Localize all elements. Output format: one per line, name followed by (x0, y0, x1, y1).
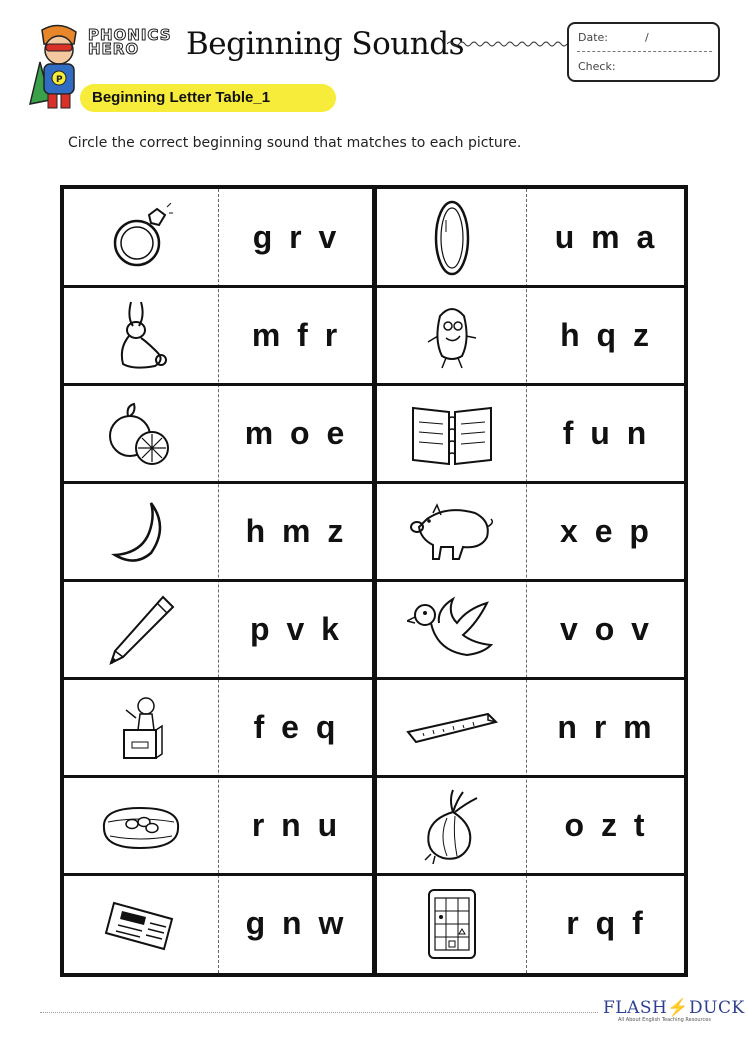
onion-icon (377, 777, 526, 874)
svg-text:P: P (56, 75, 63, 85)
letter-choices-text: m o e (244, 415, 346, 451)
mirror-icon (377, 189, 526, 286)
letter-choices-text: h q z (560, 317, 650, 353)
brand-right: DUCK (689, 998, 745, 1018)
beginning-letter-table (60, 185, 688, 977)
notebook-icon (377, 385, 526, 482)
letter-choices-text: n r m (557, 709, 653, 745)
letter-choices-left-6[interactable] (218, 679, 372, 776)
date-label: Date: (578, 31, 608, 44)
ruler-icon (377, 679, 526, 776)
logo-line-1: PHONICS (88, 26, 172, 44)
pencil-icon (64, 581, 218, 678)
bird-icon (377, 581, 526, 678)
ring-icon (64, 189, 218, 286)
instruction-text: Circle the correct beginning sound that matches to each picture. (68, 135, 522, 151)
brand-left: FLASH (603, 998, 668, 1018)
letter-choices-left-5[interactable] (218, 581, 372, 678)
letter-choices-left-8[interactable] (218, 875, 372, 972)
letter-choices-text: h m z (245, 513, 345, 549)
letter-choices-right-3[interactable] (526, 385, 684, 482)
letter-choices-left-7[interactable] (218, 777, 372, 874)
letter-choices-left-4[interactable] (218, 483, 372, 580)
jack-in-the-box-icon (64, 679, 218, 776)
date-check-box (567, 22, 720, 82)
page-title: Beginning Sounds (186, 26, 464, 62)
letter-choices-text: p v k (250, 611, 340, 647)
letter-choices-right-4[interactable] (526, 483, 684, 580)
phonics-hero-logo (88, 28, 172, 56)
lightning-icon: ⚡ (667, 998, 690, 1018)
letter-choices-left-3[interactable] (218, 385, 372, 482)
letter-choices-text: f u n (562, 415, 648, 451)
letter-choices-text: r q f (566, 905, 644, 941)
letter-choices-left-2[interactable] (218, 287, 372, 384)
nest-icon (64, 777, 218, 874)
letter-choices-text: m f r (251, 317, 339, 353)
newspaper-icon (64, 875, 218, 972)
flashduck-logo (603, 998, 745, 1018)
letter-choices-right-7[interactable] (526, 777, 684, 874)
letter-choices-text: u m a (554, 219, 656, 255)
letter-choices-text: r n u (251, 807, 339, 843)
letter-choices-text: g n w (245, 905, 345, 941)
monster-icon (377, 287, 526, 384)
check-label: Check: (578, 60, 616, 73)
letter-choices-text: o z t (564, 807, 646, 843)
worksheet-subtitle: Beginning Letter Table_1 (92, 89, 271, 106)
letter-choices-right-5[interactable] (526, 581, 684, 678)
footer-dotted-line (40, 1012, 598, 1013)
letter-choices-left-1[interactable] (218, 189, 372, 286)
letter-choices-right-6[interactable] (526, 679, 684, 776)
brand-tagline: All About English Teaching Resources (618, 1017, 711, 1023)
letter-choices-right-1[interactable] (526, 189, 684, 286)
logo-line-2: HERO (88, 40, 140, 58)
letter-choices-text: f e q (253, 709, 337, 745)
squiggle-line-icon (447, 38, 569, 50)
letter-choices-text: g r v (252, 219, 338, 255)
date-box-divider (577, 51, 712, 52)
rabbit-icon (64, 287, 218, 384)
board-game-icon (377, 875, 526, 972)
moon-icon (64, 483, 218, 580)
orange-icon (64, 385, 218, 482)
letter-choices-text: v o v (560, 611, 650, 647)
letter-choices-right-8[interactable] (526, 875, 684, 972)
pig-icon (377, 483, 526, 580)
date-separator: / (645, 31, 649, 44)
letter-choices-right-2[interactable] (526, 287, 684, 384)
letter-choices-text: x e p (560, 513, 650, 549)
